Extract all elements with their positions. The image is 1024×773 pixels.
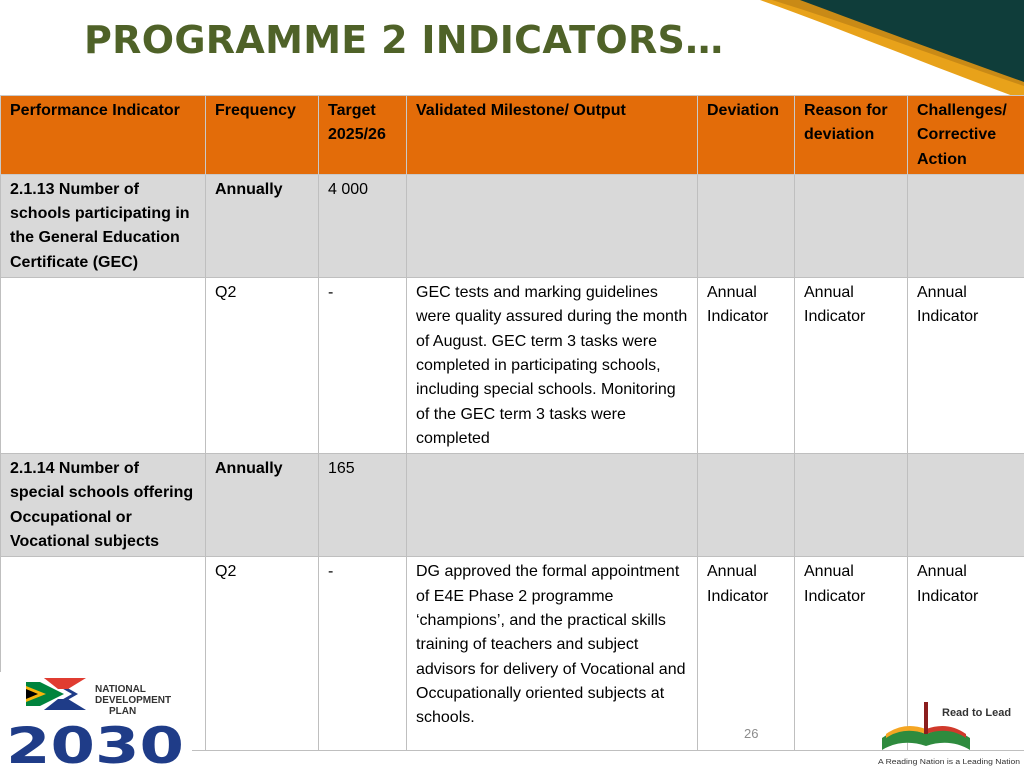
header-frequency: Frequency bbox=[206, 96, 319, 175]
ndp-line2: DEVELOPMENT bbox=[95, 695, 171, 706]
header-deviation: Deviation bbox=[698, 96, 795, 175]
cell-reason bbox=[795, 174, 908, 277]
cell-frequency: Q2 bbox=[206, 557, 319, 751]
cell-target: - bbox=[319, 557, 407, 751]
ndp-line1: NATIONAL bbox=[95, 684, 146, 695]
cell-deviation bbox=[698, 174, 795, 277]
page-title: PROGRAMME 2 INDICATORS… bbox=[84, 18, 724, 62]
cell-target: 165 bbox=[319, 454, 407, 557]
page-number: 26 bbox=[744, 726, 758, 741]
cell-deviation: Annual Indicator bbox=[698, 557, 795, 751]
header-milestone: Validated Milestone/ Output bbox=[407, 96, 698, 175]
table-row bbox=[1, 278, 1024, 454]
cell-challenges: Annual Indicator bbox=[908, 278, 1024, 454]
cell-challenges bbox=[908, 454, 1024, 557]
cell-frequency: Annually bbox=[206, 454, 319, 557]
cell-deviation: Annual Indicator bbox=[698, 278, 795, 454]
header-challenges: Challenges/ Corrective Action bbox=[908, 96, 1024, 175]
ndp-line3: PLAN bbox=[109, 706, 136, 717]
cell-target: 4 000 bbox=[319, 174, 407, 277]
table-row bbox=[1, 454, 1024, 557]
cell-frequency: Annually bbox=[206, 174, 319, 277]
cell-milestone: GEC tests and marking guidelines were quality assured during the month of August. GEC term 3 tasks were completed in participating schools, including special schools. Monitoring of the GEC term 3 tasks were completed bbox=[407, 278, 698, 454]
cell-reason bbox=[795, 454, 908, 557]
cell-indicator bbox=[1, 278, 206, 454]
indicators-table bbox=[0, 95, 1024, 751]
cell-indicator: 2.1.14 Number of special schools offering Occupational or Vocational subjects bbox=[1, 454, 206, 557]
read-to-lead-name: Read to Lead bbox=[942, 707, 1011, 719]
table-row bbox=[1, 174, 1024, 277]
read-to-lead-logo bbox=[874, 694, 1024, 768]
ndp-2030-logo bbox=[0, 672, 192, 768]
header-reason: Reason for deviation bbox=[795, 96, 908, 175]
cell-deviation bbox=[698, 454, 795, 557]
ndp-year: 2030 bbox=[6, 717, 184, 768]
cell-challenges bbox=[908, 174, 1024, 277]
header-target: Target 2025/26 bbox=[319, 96, 407, 175]
cell-milestone: DG approved the formal appointment of E4E Phase 2 programme ‘champions’, and the practical skills training of teachers and subject advisors for delivery of Vocational and Occupationally oriented subjects at schools. bbox=[407, 557, 698, 751]
table-header-row bbox=[1, 96, 1024, 175]
header-performance-indicator: Performance Indicator bbox=[1, 96, 206, 175]
cell-reason: Annual Indicator bbox=[795, 278, 908, 454]
cell-challenges: Annual Indicator bbox=[908, 557, 1024, 751]
cell-indicator: 2.1.13 Number of schools participating in the General Education Certificate (GEC) bbox=[1, 174, 206, 277]
cell-frequency: Q2 bbox=[206, 278, 319, 454]
cell-milestone bbox=[407, 454, 698, 557]
read-to-lead-tagline: A Reading Nation is a Leading Nation bbox=[878, 759, 1020, 766]
cell-reason: Annual Indicator bbox=[795, 557, 908, 751]
cell-milestone bbox=[407, 174, 698, 277]
cell-target: - bbox=[319, 278, 407, 454]
